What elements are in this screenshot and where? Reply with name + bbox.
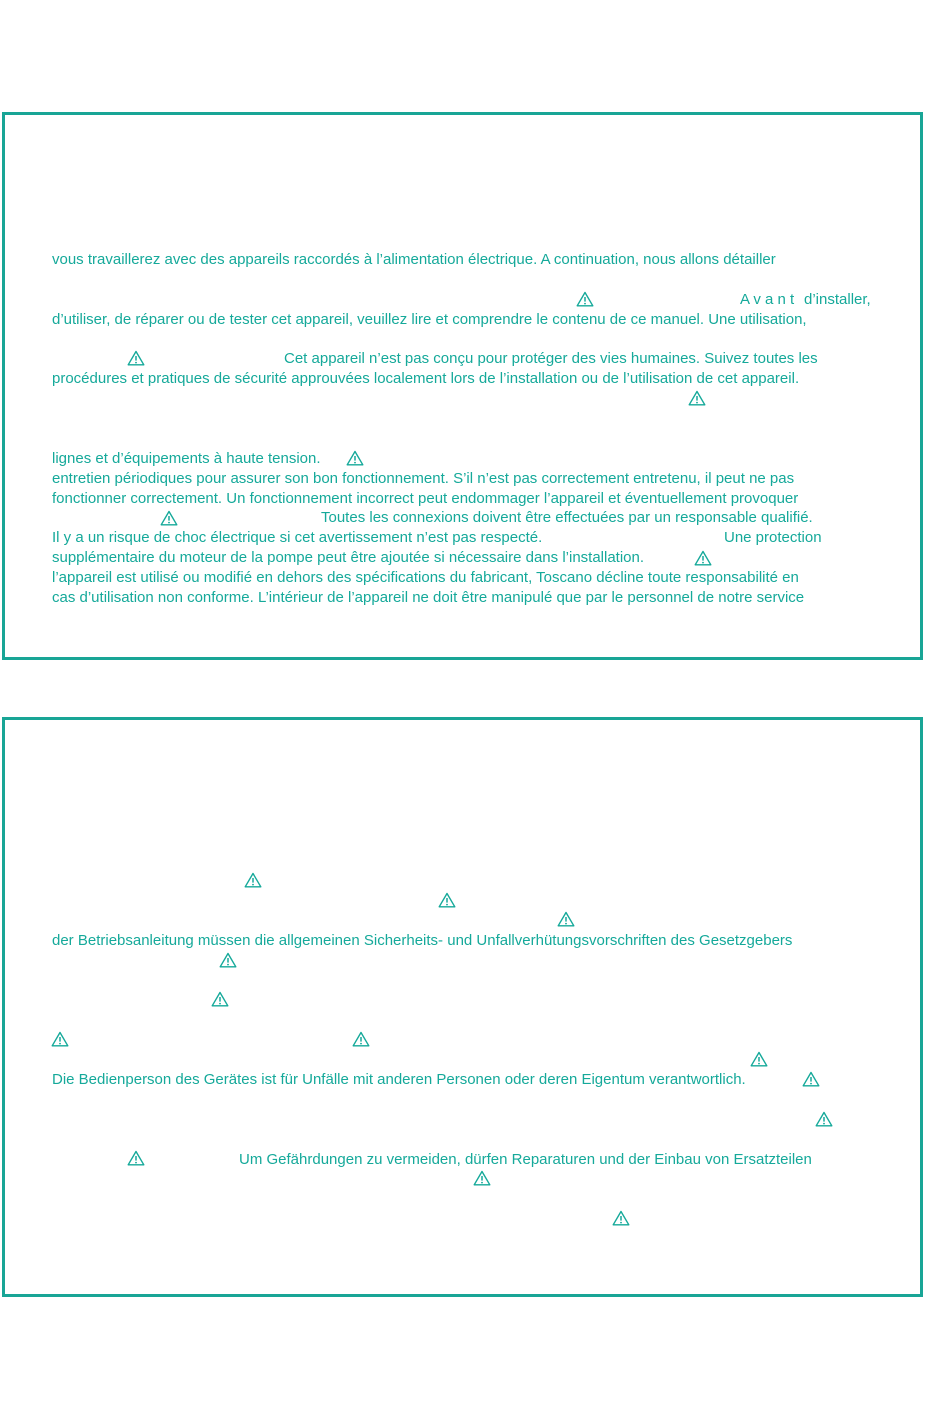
warning-triangle-icon [127, 350, 145, 366]
warning-triangle-icon [346, 450, 364, 466]
warning-triangle-icon [576, 291, 594, 307]
fr-text-line: lignes et d’équipements à haute tension. [52, 450, 321, 467]
warning-triangle-icon [352, 1031, 370, 1047]
fr-text-line: Toutes les connexions doivent être effectuées par un responsable qualifié. [321, 509, 813, 526]
de-text-line: der Betriebsanleitung müssen die allgemeinen Sicherheits- und Unfallverhütungsvorschriften des Gesetzgebers [52, 932, 793, 949]
fr-text-line: procédures et pratiques de sécurité approuvées localement lors de l’installation ou de l’utilisation de cet appareil. [52, 370, 800, 387]
fr-text-avant: A v a n t [740, 291, 795, 308]
fr-text-line: Cet appareil n’est pas conçu pour protéger des vies humaines. Suivez toutes les [284, 350, 818, 367]
warning-triangle-icon [244, 872, 262, 888]
fr-text-line: cas d’utilisation non conforme. L’intérieur de l’appareil ne doit être manipulé que par le personnel de notre service [52, 589, 805, 606]
fr-text-line: l’appareil est utilisé ou modifié en dehors des spécifications du fabricant, Toscano décline toute responsabilité en [52, 569, 799, 586]
warning-triangle-icon [694, 550, 712, 566]
warning-triangle-icon [473, 1170, 491, 1186]
warning-triangle-icon [219, 952, 237, 968]
fr-text-line: d’utiliser, de réparer ou de tester cet appareil, veuillez lire et comprendre le contenu de ce manuel. Une utilisation, [52, 311, 807, 328]
de-text-line: Die Bedienperson des Gerätes ist für Unfälle mit anderen Personen oder deren Eigentum verantwortlich. [52, 1071, 746, 1088]
warning-triangle-icon [802, 1071, 820, 1087]
warning-triangle-icon [750, 1051, 768, 1067]
de-text-line: Um Gefährdungen zu vermeiden, dürfen Reparaturen und der Einbau von Ersatzteilen [239, 1151, 812, 1168]
fr-text-line: supplémentaire du moteur de la pompe peut être ajoutée si nécessaire dans l’installation. [52, 549, 645, 566]
fr-text-line: fonctionner correctement. Un fonctionnement incorrect peut endommager l’appareil et éventuellement provoquer [52, 490, 799, 507]
fr-text-line: Il y a un risque de choc électrique si cet avertissement n’est pas respecté. [52, 529, 543, 546]
fr-text-installer: d’installer, [804, 291, 871, 308]
warning-triangle-icon [815, 1111, 833, 1127]
warning-triangle-icon [438, 892, 456, 908]
german-safety-panel [2, 717, 923, 1297]
warning-triangle-icon [557, 911, 575, 927]
warning-triangle-icon [211, 991, 229, 1007]
fr-text-line: entretien périodiques pour assurer son bon fonctionnement. S’il n’est pas correctement entretenu, il peut ne pas [52, 470, 795, 487]
fr-text-line: vous travaillerez avec des appareils raccordés à l’alimentation électrique. A continuation, nous allons détailler [52, 251, 776, 268]
warning-triangle-icon [51, 1031, 69, 1047]
warning-triangle-icon [688, 390, 706, 406]
warning-triangle-icon [127, 1150, 145, 1166]
fr-text-line: Une protection [724, 529, 822, 546]
warning-triangle-icon [160, 510, 178, 526]
warning-triangle-icon [612, 1210, 630, 1226]
